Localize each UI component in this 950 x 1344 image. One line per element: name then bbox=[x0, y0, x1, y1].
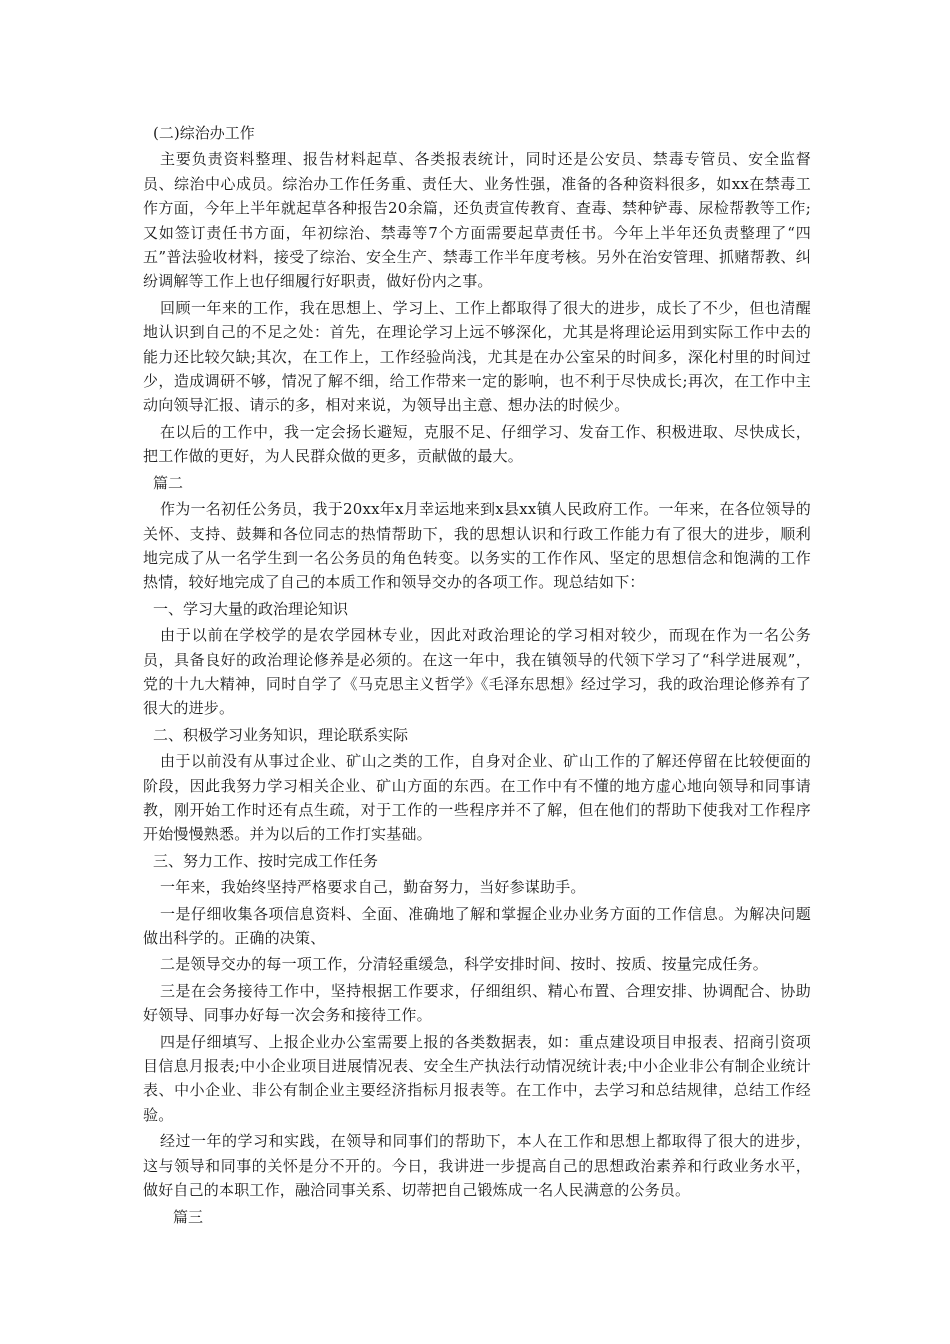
body-paragraph: 作为一名初任公务员，我于20xx年x月幸运地来到x县xx镇人民政府工作。一年来，在各位领导的关怀、支持、鼓舞和各位同志的热情帮助下，我的思想认识和行政工作能力有了很大的进步，顺利地完成了从一名学生到一名公务员的角色转变。以务实的工作作风、坚定的思想信念和饱满的工作热情，较好地完成了自己的本质工作和领导交办的各项工作。现总结如下： bbox=[143, 500, 811, 592]
body-paragraph: 三是在会务接待工作中，坚持根据工作要求，仔细组织、精心布置、合理安排、协调配合、协助好领导、同事办好每一次会务和接待工作。 bbox=[143, 981, 811, 1025]
section-heading: 二、积极学习业务知识，理论联系实际 bbox=[153, 725, 409, 744]
body-paragraph: 经过一年的学习和实践，在领导和同事们的帮助下，本人在工作和思想上都取得了很大的进步，这与领导和同事的关怀是分不开的。今日，我讲进一步提高自己的思想政治素养和行政业务水平，做好自己的本职工作，融洽同事关系、切蒂把自己锻炼成一名人民满意的公务员。 bbox=[143, 1132, 811, 1200]
section-heading: 三、努力工作、按时完成工作任务 bbox=[153, 851, 379, 870]
section-heading: 一、学习大量的政治理论知识 bbox=[153, 599, 349, 618]
part-heading: 篇二 bbox=[153, 473, 184, 492]
body-paragraph: 由于以前在学校学的是农学园林专业，因此对政治理论的学习相对较少，而现在作为一名公务员，具备良好的政治理论修养是必须的。在这一年中，我在镇领导的代领下学习了“科学进展观”，党的十九大精神，同时自学了《马克思主义哲学》《毛泽东思想》经过学习，我的政治理论修养有了很大的进步。 bbox=[143, 626, 811, 718]
body-paragraph: 主要负责资料整理、报告材料起草、各类报表统计，同时还是公安员、禁毒专管员、安全监督员、综治中心成员。综治办工作任务重、责任大、业务性强，准备的各种资料很多，如xx在禁毒工作方面，今年上半年就起草各种报告20余篇，还负责宣传教育、查毒、禁种铲毒、尿检帮教等工作;又如签订责任书方面，年初综治、禁毒等7个方面需要起草责任书。今年上半年还负责整理了“四五”普法验收材料，接受了综治、安全生产、禁毒工作半年度考核。另外在治安管理、抓赌帮教、纠纷调解等工作上也仔细履行好职责，做好份内之事。 bbox=[143, 150, 811, 291]
body-paragraph: 一是仔细收集各项信息资料、全面、准确地了解和掌握企业办业务方面的工作信息。为解决问题做出科学的。正确的决策、 bbox=[143, 904, 811, 947]
section-heading: (二)综治办工作 bbox=[153, 124, 255, 142]
body-paragraph: 在以后的工作中，我一定会扬长避短，克服不足、仔细学习、发奋工作、积极进取、尽快成长，把工作做的更好，为人民群众做的更多，贡献做的最大。 bbox=[143, 422, 811, 466]
part-heading: 篇三 bbox=[173, 1208, 204, 1227]
document-body bbox=[143, 121, 811, 1232]
body-paragraph: 一年来，我始终坚持严格要求自己，勤奋努力，当好参谋助手。 bbox=[160, 878, 586, 897]
body-paragraph: 回顾一年来的工作，我在思想上、学习上、工作上都取得了很大的进步，成长了不少，但也清醒地认识到自己的不足之处：首先，在理论学习上远不够深化，尤其是将理论运用到实际工作中去的能力还比较欠缺;其次，在工作上，工作经验尚浅，尤其是在办公室呆的时间多，深化村里的时间过少，造成调研不够，情况了解不细，给工作带来一定的影响，也不利于尽快成长;再次，在工作中主动向领导汇报、请示的多，相对来说，为领导出主意、想办法的时候少。 bbox=[143, 298, 811, 415]
body-paragraph: 二是领导交办的每一项工作，分清轻重缓急，科学安排时间、按时、按质、按量完成任务。 bbox=[160, 955, 769, 974]
body-paragraph: 四是仔细填写、上报企业办公室需要上报的各类数据表，如：重点建设项目申报表、招商引资项目信息月报表;中小企业项目进展情况表、安全生产执法行动情况统计表;中小企业非公有制企业统计表、中小企业、非公有制企业主要经济指标月报表等。在工作中，去学习和总结规律，总结工作经验。 bbox=[143, 1032, 811, 1124]
body-paragraph: 由于以前没有从事过企业、矿山之类的工作，自身对企业、矿山工作的了解还停留在比较便面的阶段，因此我努力学习相关企业、矿山方面的东西。在工作中有不懂的地方虚心地向领导和同事请教，刚开始工作时还有点生疏，对于工作的一些程序并不了解，但在他们的帮助下使我对工作程序开始慢慢熟悉。并为以后的工作打实基础。 bbox=[143, 752, 811, 844]
